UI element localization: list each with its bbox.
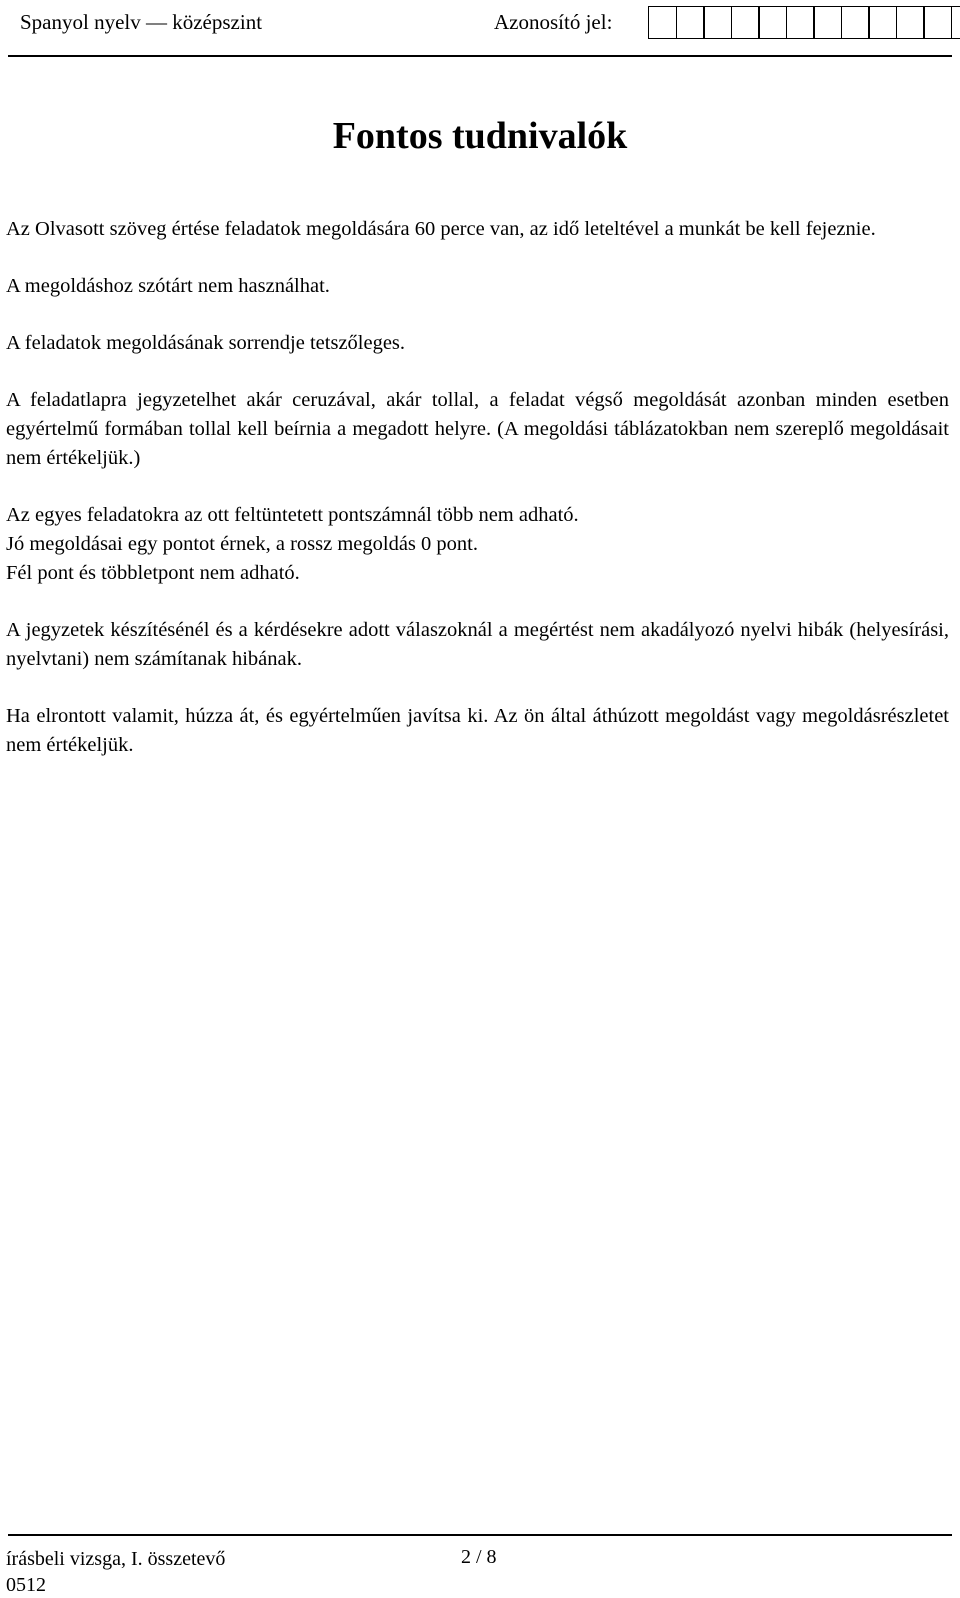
instruction-paragraph: Az egyes feladatokra az ott feltüntetett pontszámnál több nem adható. xyxy=(6,501,949,530)
instruction-paragraph: A jegyzetek készítésénél és a kérdésekre adott válaszoknál a megértést nem akadályozó nyelvi hibák (helyesírási, nyelvtani) nem számítanak hibának. xyxy=(6,616,949,674)
header-subject: Spanyol nyelv — középszint xyxy=(20,10,262,35)
instructions-body xyxy=(6,215,949,760)
instruction-paragraph: Az Olvasott szöveg értése feladatok megoldására 60 perce van, az idő leteltével a munkát be kell fejeznie. xyxy=(6,215,949,244)
id-box xyxy=(731,6,760,39)
id-box xyxy=(786,6,815,39)
footer-page-number: 2 / 8 xyxy=(461,1546,497,1569)
id-box xyxy=(868,6,897,39)
page-footer xyxy=(6,1546,225,1598)
id-box xyxy=(703,6,732,39)
instruction-paragraph: A feladatlapra jegyzetelhet akár ceruzával, akár tollal, a feladat végső megoldását azonban minden esetben egyértelmű formában tollal kell beírnia a megadott helyre. (A megoldási táblázatokban nem szereplő megoldásait nem értékeljük.) xyxy=(6,386,949,473)
id-box xyxy=(676,6,705,39)
header-id-label: Azonosító jel: xyxy=(494,10,612,35)
instruction-paragraph: Ha elrontott valamit, húzza át, és egyértelműen javítsa ki. Az ön által áthúzott megoldást vagy megoldásrészletet nem értékeljük. xyxy=(6,702,949,760)
page-header xyxy=(0,0,960,58)
id-box xyxy=(813,6,842,39)
id-box xyxy=(923,6,952,39)
id-box xyxy=(841,6,870,39)
id-box xyxy=(648,6,677,39)
id-box xyxy=(758,6,787,39)
id-box xyxy=(896,6,925,39)
id-box xyxy=(951,6,960,39)
footer-code: 0512 xyxy=(6,1572,225,1598)
footer-exam-part: írásbeli vizsga, I. összetevő xyxy=(6,1546,225,1572)
footer-rule xyxy=(8,1534,952,1536)
id-boxes xyxy=(648,6,960,39)
instruction-paragraph: A feladatok megoldásának sorrendje tetszőleges. xyxy=(6,329,949,358)
instruction-paragraph: Jó megoldásai egy pontot érnek, a rossz megoldás 0 pont. xyxy=(6,530,949,559)
instruction-paragraph: A megoldáshoz szótárt nem használhat. xyxy=(6,272,949,301)
instruction-paragraph: Fél pont és többletpont nem adható. xyxy=(6,559,949,588)
header-rule xyxy=(8,55,952,57)
page-title: Fontos tudnivalók xyxy=(0,114,960,158)
